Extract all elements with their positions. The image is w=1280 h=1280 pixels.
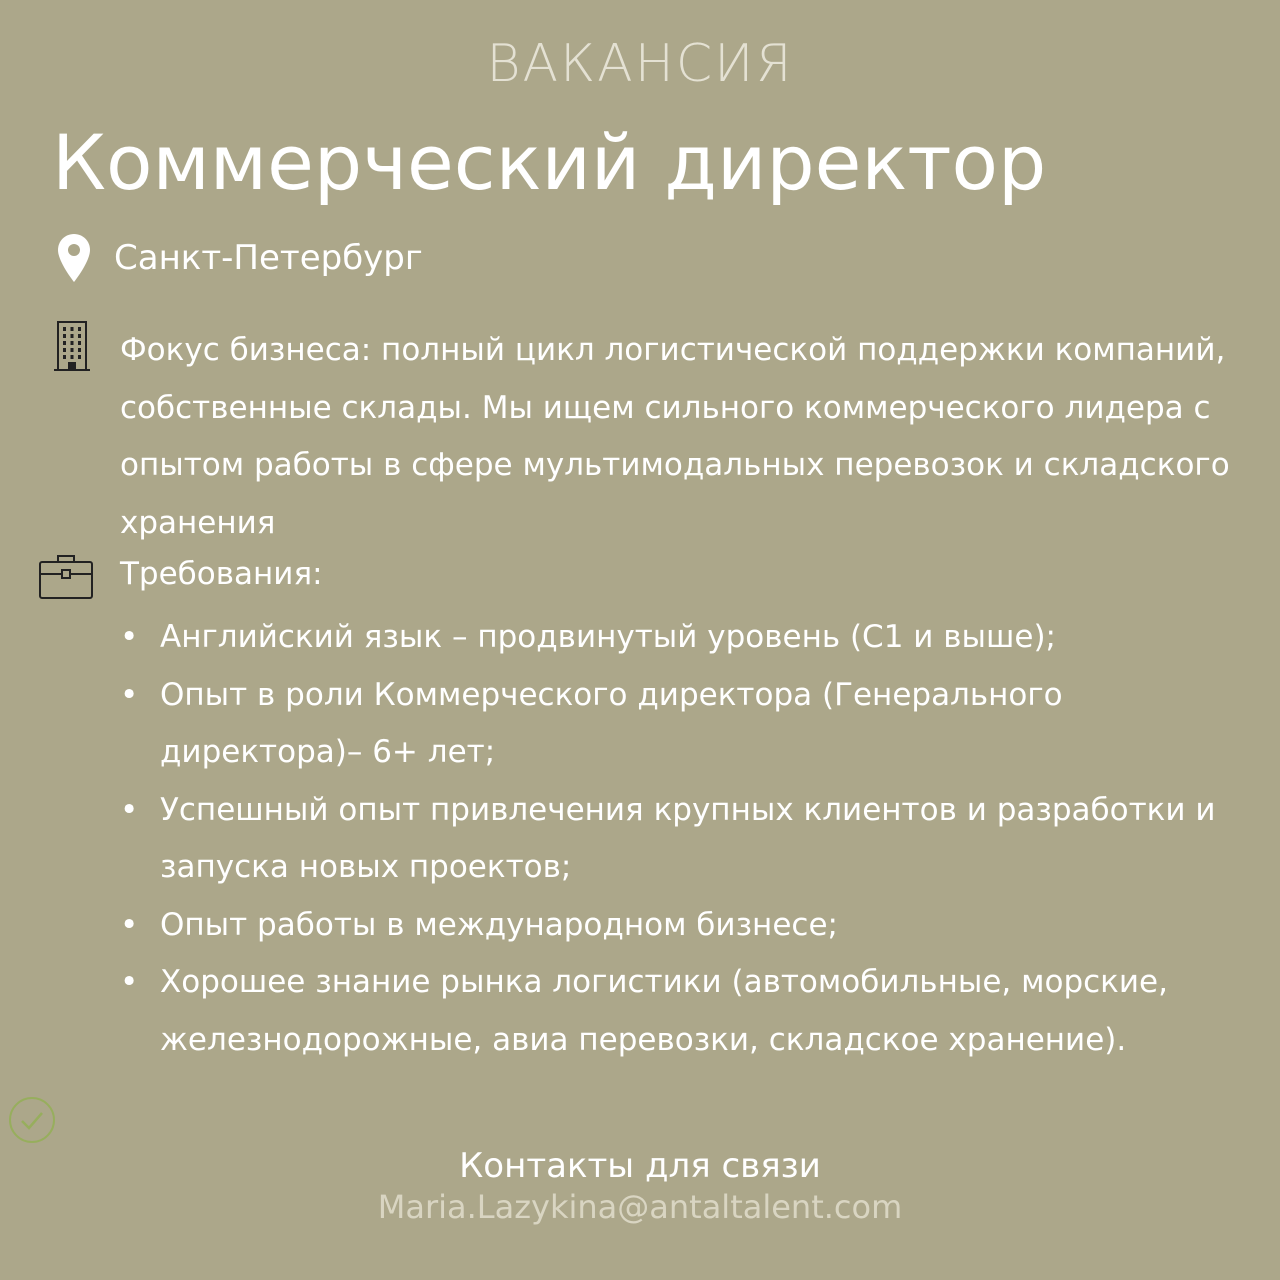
business-focus-text: : полный цикл логистической поддержки компаний, собственные склады. Мы ищем сильного коммерческого лидера с опытом работы в сфере мультимодальных перевозок и складского хранения — [120, 332, 1230, 541]
list-item — [120, 609, 1260, 667]
contacts-title: Контакты для связи — [459, 1146, 821, 1186]
requirement-text: Успешный опыт привлечения крупных клиентов и разработки и запуска новых проектов; — [160, 791, 1216, 885]
bullet-icon: • — [120, 964, 139, 1000]
requirements-title: Требования: — [120, 556, 323, 592]
contact-email-link[interactable]: Maria.Lazykina@antaltalent.com — [377, 1188, 903, 1226]
business-focus-label: Фокус бизнеса — [120, 332, 361, 368]
requirement-text: Опыт в роли Коммерческого директора (Генерального директора)– 6+ лет; — [160, 676, 1063, 770]
requirements-list — [120, 609, 1260, 1069]
requirement-text: Опыт работы в международном бизнесе; — [160, 906, 838, 943]
list-item — [120, 954, 1260, 1069]
list-item — [120, 667, 1260, 782]
location-row — [56, 232, 423, 284]
briefcase-icon — [38, 552, 94, 600]
bullet-icon: • — [120, 619, 139, 655]
requirement-text: Английский язык – продвинутый уровень (С1 и выше); — [160, 619, 1057, 655]
bullet-icon: • — [120, 676, 139, 713]
map-pin-icon — [56, 232, 92, 284]
bullet-icon: • — [120, 791, 139, 828]
requirement-text: Хорошее знание рынка логистики (автомобильные, морские, железнодорожные, авиа перевозки, складское хранение). — [160, 964, 1168, 1058]
page-title: Коммерческий директор — [52, 118, 1047, 207]
bullet-icon: • — [120, 906, 139, 943]
business-focus-paragraph — [120, 322, 1240, 552]
list-item — [120, 782, 1260, 897]
building-icon — [52, 318, 92, 372]
list-item — [120, 897, 1260, 955]
vacancy-label: ВАКАНСИЯ — [486, 34, 794, 94]
check-circle-icon — [8, 1096, 56, 1144]
location-city: Санкт-Петербург — [114, 238, 423, 278]
